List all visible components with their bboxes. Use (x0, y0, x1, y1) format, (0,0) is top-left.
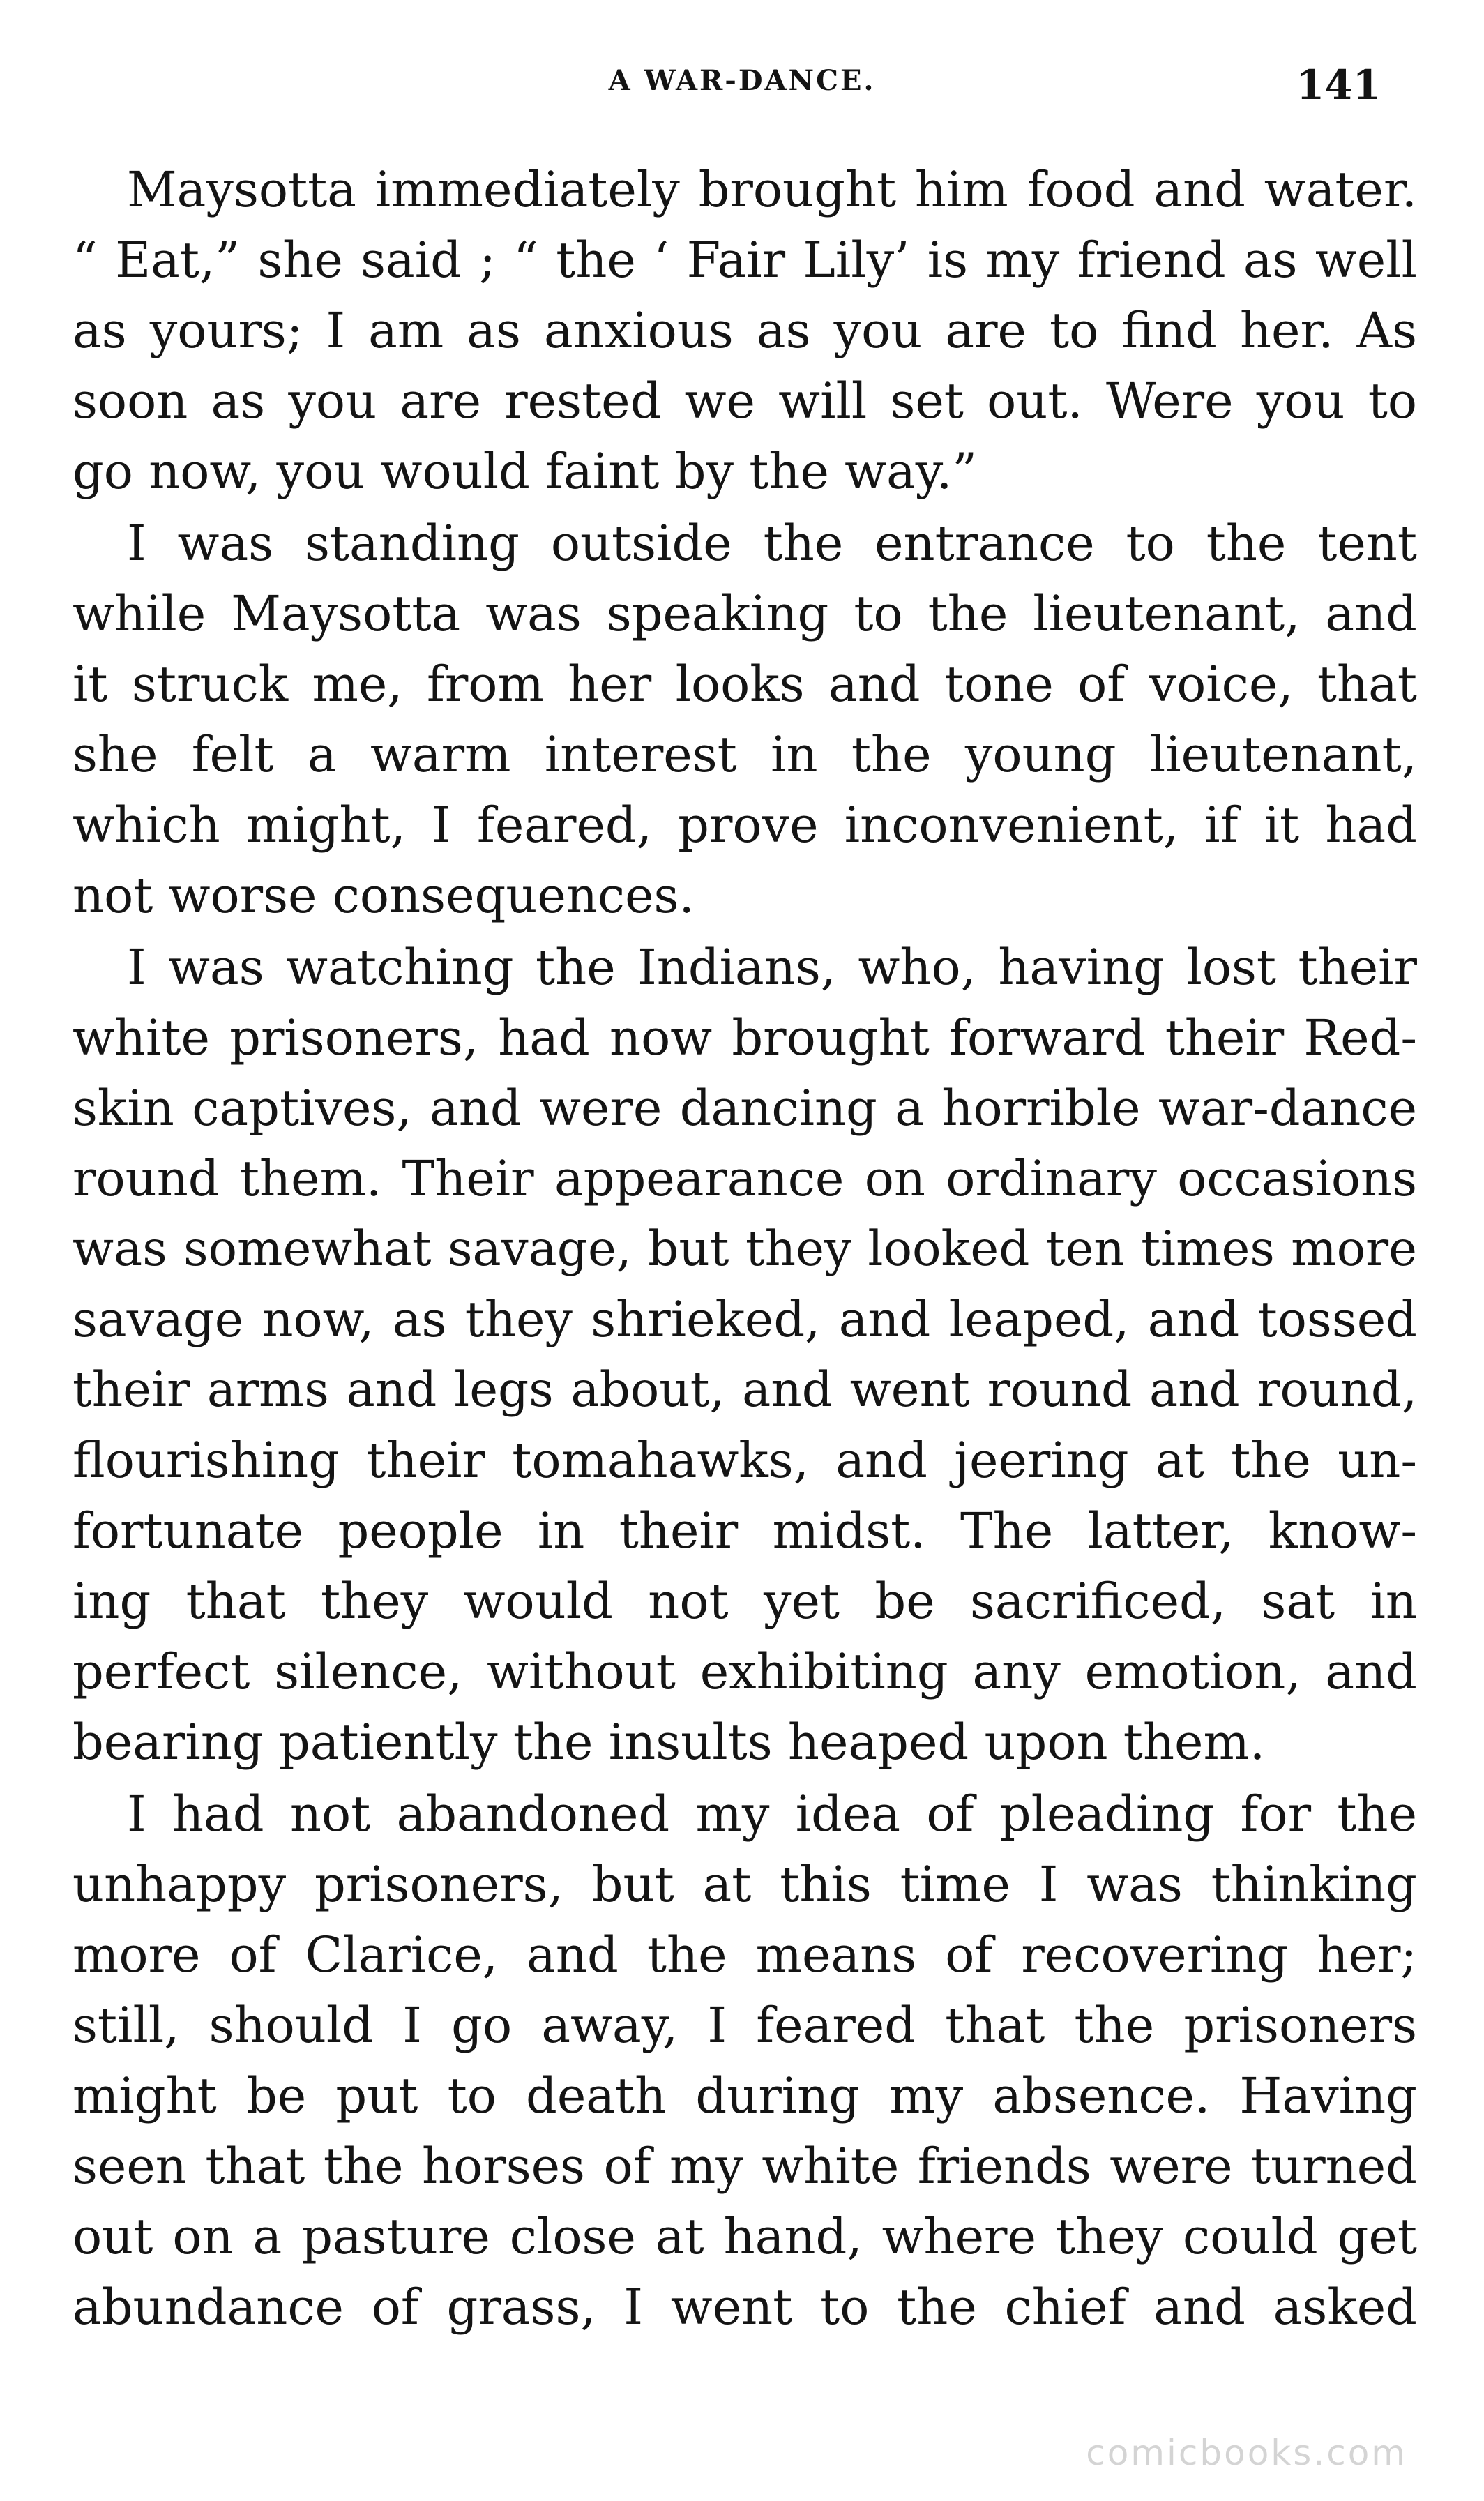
running-title: A WAR-DANCE. (608, 64, 876, 97)
text-line: skin captives, and were dancing a horrible war-dance (73, 1080, 1417, 1137)
text-line: seen that the horses of my white friends were turned (73, 2138, 1417, 2195)
text-line: more of Clarice, and the means of recovering her; (73, 1926, 1417, 1984)
text-line: she felt a warm interest in the young lieutenant, (73, 726, 1417, 783)
text-line: bearing patiently the insults heaped upon them. (73, 1714, 1266, 1771)
text-line: Maysotta immediately brought him food and water. (127, 161, 1417, 218)
text-line: ing that they would not yet be sacrificed, sat in (73, 1573, 1417, 1630)
text-line: might be put to death during my absence. Having (73, 2067, 1417, 2124)
text-line: not worse consequences. (73, 867, 695, 924)
watermark-text: comicbooks.com (1086, 2433, 1407, 2473)
text-line: perfect silence, without exhibiting any emotion, and (73, 1643, 1417, 1700)
text-line: while Maysotta was speaking to the lieutenant, and (73, 585, 1417, 642)
text-line: it struck me, from her looks and tone of voice, that (73, 656, 1417, 713)
text-line: flourishing their tomahawks, and jeering at the un- (73, 1432, 1417, 1489)
text-line: “ Eat,” she said ; “ the ‘ Fair Lily’ is my friend as well (73, 232, 1417, 289)
text-line: which might, I feared, prove inconvenient, if it had (73, 796, 1417, 854)
text-line: fortunate people in their midst. The latter, know- (73, 1502, 1417, 1559)
paragraph-3 (73, 932, 1417, 1778)
paragraph-4 (73, 1779, 1417, 2343)
text-line: still, should I go away, I feared that the prisoners (73, 1997, 1417, 2054)
text-line: out on a pasture close at hand, where they could get (73, 2208, 1417, 2265)
text-line: white prisoners, had now brought forward their Red- (73, 1009, 1417, 1066)
text-line: I was standing outside the entrance to the tent (127, 515, 1417, 572)
text-line: go now, you would faint by the way.” (73, 443, 978, 500)
text-line: soon as you are rested we will set out. Were you to (73, 372, 1417, 430)
text-line: round them. Their appearance on ordinary occasions (73, 1150, 1417, 1207)
text-line: abundance of grass, I went to the chief and asked (73, 2279, 1417, 2336)
paragraph-2 (73, 508, 1417, 931)
text-line: as yours; I am as anxious as you are to find her. As (73, 302, 1417, 359)
text-line: I had not abandoned my idea of pleading for the (127, 1785, 1417, 1843)
text-line: unhappy prisoners, but at this time I was thinking (73, 1856, 1417, 1913)
text-line: I was watching the Indians, who, having lost their (127, 939, 1417, 996)
running-head (0, 61, 1381, 117)
text-line: their arms and legs about, and went round and round, (73, 1362, 1417, 1418)
page-number: 141 (1296, 61, 1381, 109)
paragraph-1 (73, 155, 1417, 507)
body-text (73, 155, 1417, 2343)
text-line: savage now, as they shrieked, and leaped, and tossed (73, 1291, 1417, 1348)
text-line: was somewhat savage, but they looked ten times more (73, 1221, 1417, 1277)
